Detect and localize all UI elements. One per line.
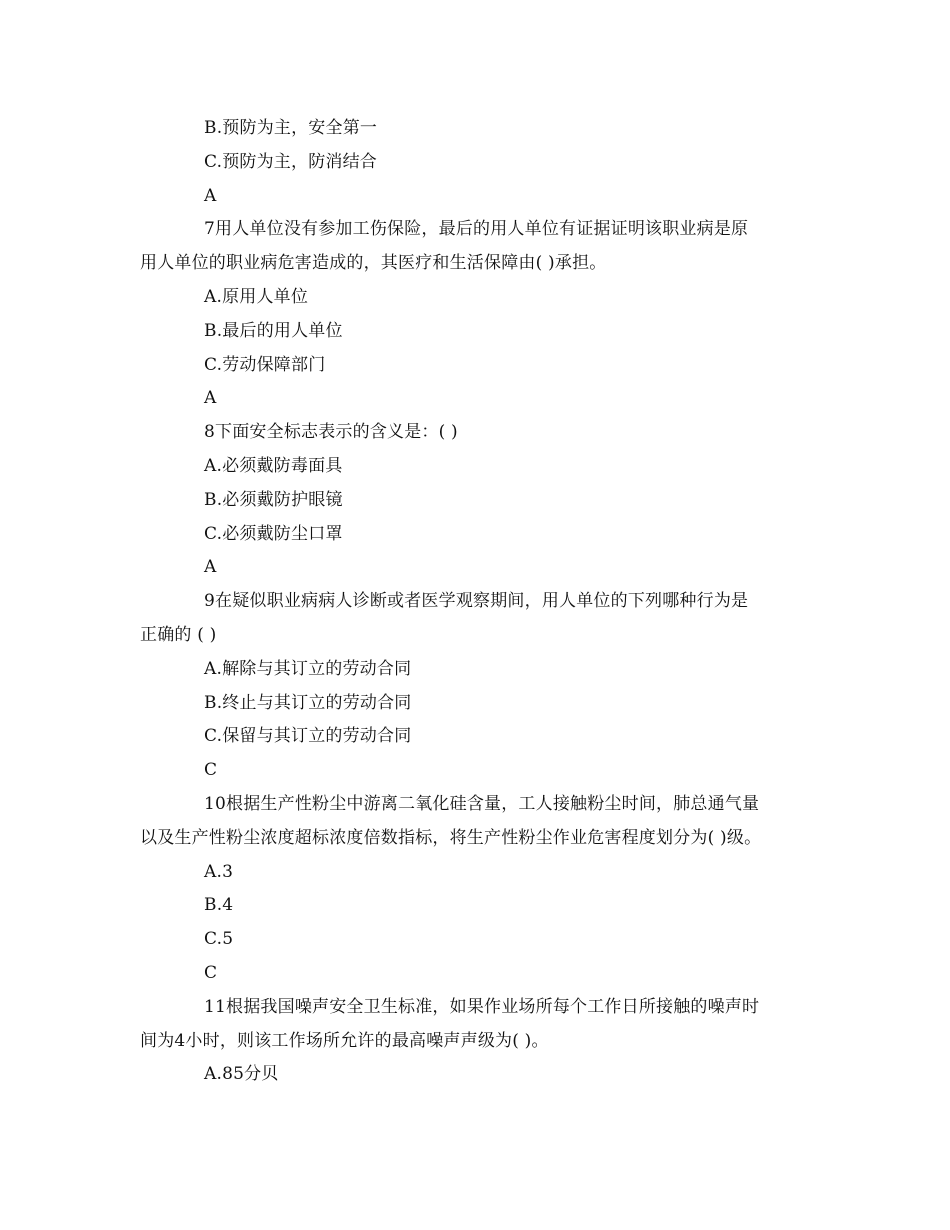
question-line: 10根据生产性粉尘中游离二氧化硅含量，工人接触粉尘时间，肺总通气量	[204, 793, 760, 814]
option-line: C.预防为主，防消结合	[204, 151, 378, 172]
question-continuation: 间为4小时，则该工作场所允许的最高噪声声级为( )。	[140, 1030, 549, 1051]
answer-line: A	[204, 185, 217, 206]
answer-line: A	[204, 388, 217, 409]
option-line: B.必须戴防护眼镜	[204, 489, 343, 510]
option-line: A.85分贝	[204, 1064, 279, 1085]
option-line: A.3	[204, 861, 234, 882]
question-line: 8下面安全标志表示的含义是：( )	[204, 422, 458, 443]
option-line: B.4	[204, 895, 234, 916]
option-line: B.预防为主，安全第一	[204, 118, 378, 138]
answer-line: C	[204, 962, 218, 983]
option-line: C.5	[204, 929, 234, 950]
question-line: 7用人单位没有参加工伤保险，最后的用人单位有证据证明该职业病是原	[204, 219, 749, 240]
question-line: 11根据我国噪声安全卫生标准，如果作业场所每个工作日所接触的噪声时	[204, 996, 760, 1017]
option-line: C.保留与其订立的劳动合同	[204, 726, 412, 747]
option-line: C.劳动保障部门	[204, 354, 326, 375]
question-continuation: 以及生产性粉尘浓度超标浓度倍数指标，将生产性粉尘作业危害程度划分为( )级。	[140, 827, 762, 848]
question-line: 9在疑似职业病病人诊断或者医学观察期间，用人单位的下列哪种行为是	[204, 591, 749, 612]
option-line: B.终止与其订立的劳动合同	[204, 692, 412, 713]
option-line: A.原用人单位	[204, 286, 309, 307]
option-line: C.必须戴防尘口罩	[204, 523, 343, 544]
answer-line: C	[204, 760, 218, 781]
question-continuation: 正确的 ( )	[140, 624, 217, 645]
option-line: A.解除与其订立的劳动合同	[204, 658, 412, 679]
option-line: B.最后的用人单位	[204, 320, 343, 341]
answer-line: A	[204, 557, 217, 578]
option-line: A.必须戴防毒面具	[204, 455, 343, 476]
document-page	[0, 112, 950, 1092]
question-continuation: 用人单位的职业病危害造成的，其医疗和生活保障由( )承担。	[140, 253, 607, 274]
